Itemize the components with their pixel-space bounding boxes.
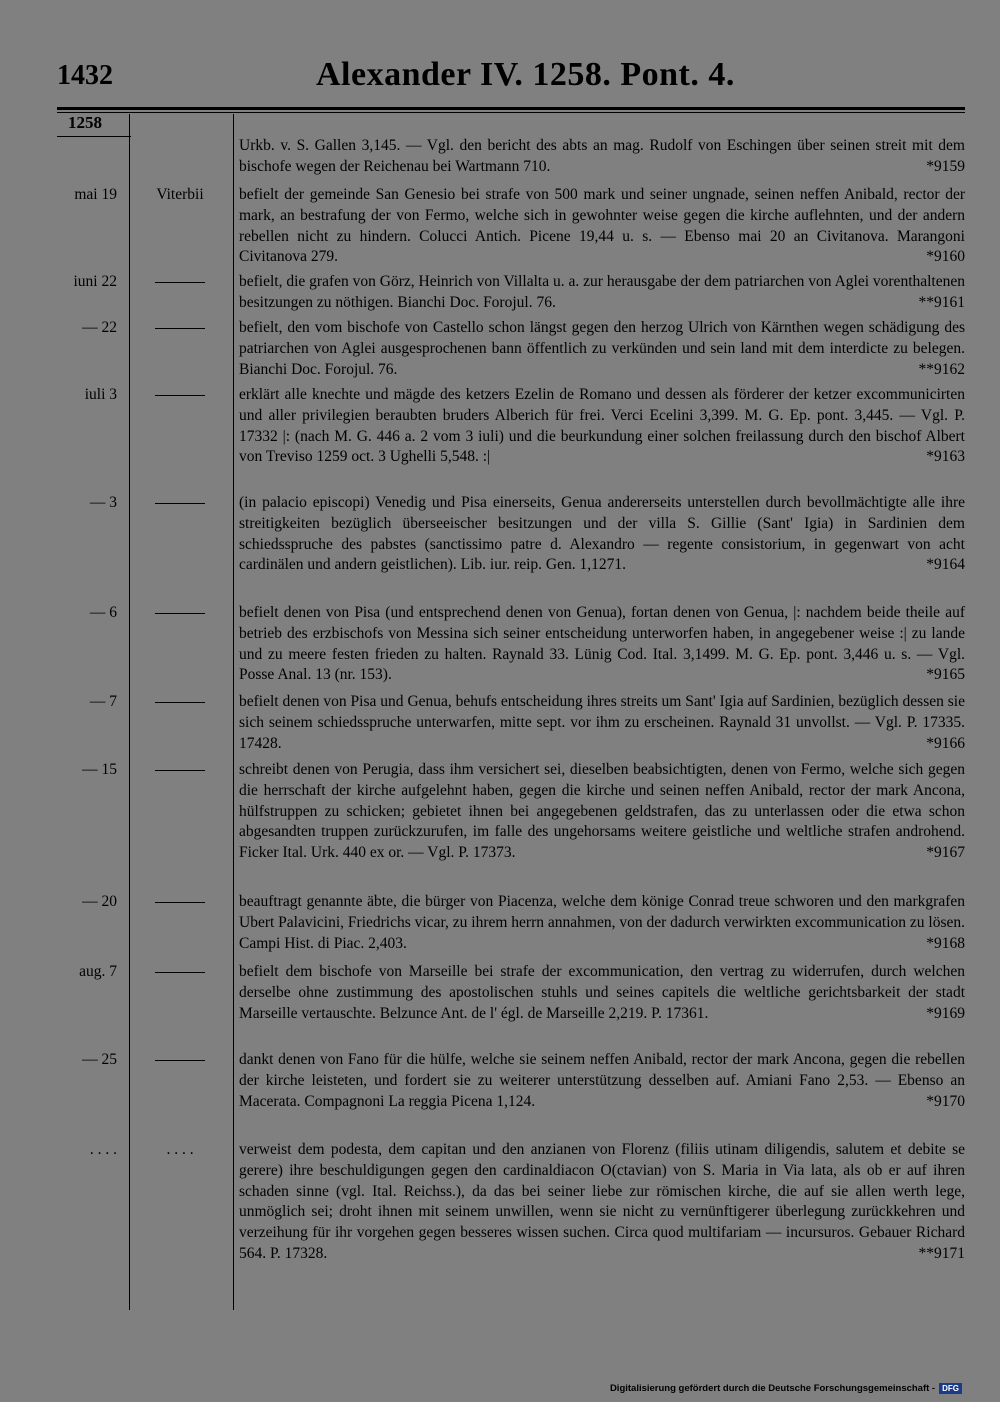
- entry-date: — 3: [89, 494, 117, 511]
- entry-text: befielt der gemeinde San Genesio bei strafe von 500 mark und seiner ungnade, seinen neffen Anibald, rector der mark, an bestrafung der von Fermo, welche sich in gewohnter weise gegen die kirche auflehnten, und der andern rebellen nicht zu hindern. Colucci Antich. Picene 19,44 u. s. — Ebenso mai 20 an Civitanova. Marangoni Civitanova 279.: [239, 186, 965, 266]
- entry-place-dash: [155, 613, 205, 614]
- entry-date: aug. 7: [79, 963, 117, 980]
- entry-place-dash: [155, 282, 205, 283]
- entry-text: verweist dem podesta, dem capitan und den anzianen von Florenz (filiis utinam diligendis, salutem et debite se gerere) ihre beschuldigungen gegen den cardinaldiacon O(ctavian) von S. Maria in Via lata, als ob er auf ihren schaden sinne (vgl. Ital. Reichss.), da das bei seiner liebe zur römischen kirche, die auf sie allen werth lege, unmöglich sei; droht ihnen mit seinem unwillen, wenn sie nicht zu vernünftigerer überlegung zurückkehren und verzeihung für ihr vorgehen gegen besseres wissen suchen. Circa quod multifariam — incursuros. Gebauer Richard 564. P. 17328.: [239, 1141, 965, 1262]
- year-heading: 1258: [68, 113, 102, 132]
- entry-text-block: [239, 318, 965, 380]
- entry-text: befielt denen von Pisa und Genua, behufs entscheidung ihres streits um Sant' Igia auf Sardinien, bezüglich dessen sie sich seinem schiedsspruche unterwarfen, mitte sept. vor ihm zu erscheinen. Raynald 31 unvollst. — Vgl. P. 17335. 17428.: [239, 693, 965, 752]
- entry-date: iuli 3: [84, 386, 117, 403]
- entry-text: beauftragt genannte äbte, die bürger von Piacenza, welche dem könige Conrad treue schworen und den markgrafen Ubert Palavicini, Friedrichs vicar, zu ihrem herrn annahmen, von der dadurch verwirkten excommunication zu lösen. Campi Hist. di Piac. 2,403.: [239, 893, 965, 952]
- entry-text: befielt, den vom bischofe von Castello schon längst gegen den herzog Ulrich von Kärnthen wegen schädigung des patriarchen von Aglei ausgesprochenen bann öffentlich zu verkünden und sein land mit dem interdicte zu belegen. Bianchi Doc. Forojul. 76.: [239, 319, 965, 378]
- column-rule-place: [233, 114, 234, 1310]
- entry-text-block: [239, 272, 965, 314]
- entry-text-block: [239, 603, 965, 686]
- entry-date: — 6: [89, 604, 117, 621]
- entry-date: — 15: [82, 761, 117, 778]
- entry-text: dankt denen von Fano für die hülfe, welche sie seinem neffen Anibald, rector der mark Ancona, gegen die rebellen der kirche leisteten, und fordert sie zu weiterer unterstützung desselben auf. Amiani Fano 2,53. — Ebenso an Macerata. Compagnoni La reggia Picena 1,124.: [239, 1051, 965, 1110]
- entry-number: *9160: [926, 248, 965, 266]
- header-rule-thin: [57, 112, 965, 113]
- entry-text-block: [239, 1050, 965, 1112]
- entry-text-block: [239, 185, 965, 268]
- entry-text-block: [239, 760, 965, 864]
- entry-number: *9159: [926, 157, 965, 175]
- entry-text: erklärt alle knechte und mägde des ketzers Ezelin de Romano und dessen als förderer der ketzer excommunicirten und aller privilegien beraubten bruders Alberich für frei. Verci Ecelini 3,399. M. G. Ep. pont. 3,445. — Vgl. P. 17332 |: (nach M. G. 446 a. 2 vom 3 iuli) und die beurkundung einer solchen freilassung durch den bischof Albert von Treviso 1259 oct. 3 Ughelli 5,548. :|: [239, 386, 965, 466]
- entry-number: **9161: [918, 293, 965, 311]
- entry-place-dash: [155, 1060, 205, 1061]
- entry-number: *9166: [926, 734, 965, 752]
- entry-place-dash: [155, 770, 205, 771]
- entry-number: *9169: [926, 1004, 965, 1022]
- page-number: 1432: [57, 60, 113, 91]
- entry-date: mai 19: [74, 186, 117, 203]
- entry-number: *9164: [926, 556, 965, 574]
- footer-text: Digitalisierung gefördert durch die Deutsche Forschungsgemeinschaft -: [609, 1383, 936, 1395]
- entry-text: befielt, die grafen von Görz, Heinrich von Villalta u. a. zur herausgabe der dem patriarchen von Aglei vorenthaltenen besitzungen zu nöthigen. Bianchi Doc. Forojul. 76.: [239, 273, 965, 311]
- entry-place-dash: [155, 972, 205, 973]
- entry-place-dash: [155, 328, 205, 329]
- dfg-logo-icon: DFG: [939, 1383, 962, 1394]
- entry-text: schreibt denen von Perugia, dass ihm versichert sei, dieselben beabsichtigten, denen von Fermo, welche sich gegen die herrschaft der kirche aufgelehnt haben, gegen die kirche und seinen neffen Anibald, rector der mark Ancona, hülfstruppen zu schicken; gebietet ihnen bei angegebenen geldstrafen, das zu unterlassen oder die etwa schon abgesandten truppen zurückzurufen, im falle des ungehorsams weitere geistliche und weltliche strafen androhend. Ficker Ital. Urk. 440 ex or. — Vgl. P. 17373.: [239, 761, 965, 862]
- entry-date: — 7: [89, 693, 117, 710]
- entry-number: *9167: [926, 844, 965, 862]
- entry-number: **9171: [918, 1244, 965, 1262]
- entry-text: Urkb. v. S. Gallen 3,145. — Vgl. den bericht des abts an mag. Rudolf von Eschingen über seinen streit mit dem bischofe wegen der Reichenau bei Wartmann 710.: [239, 137, 965, 175]
- entry-place-dash: [155, 902, 205, 903]
- header-rule-thick: [57, 107, 965, 110]
- entry-number: *9170: [926, 1092, 965, 1110]
- entry-text: befielt denen von Pisa (und entsprechend denen von Genua), fortan denen von Genua, |: nachdem beide theile auf betrieb des erzbischofs von Messina sich seiner entscheidung unterworfen haben, in angegebener weise :| zu lande und zu meere festen frieden zu halten. Raynald 33. Lünig Cod. Ital. 3,1499. M. G. Ep. pont. 3,446 u. s. — Vgl. Posse Anal. 13 (nr. 153).: [239, 604, 965, 684]
- running-title: Alexander IV. 1258. Pont. 4.: [316, 56, 735, 93]
- column-rule-date: [129, 114, 130, 1310]
- entry-number: *9165: [926, 666, 965, 684]
- entry-date: . . . .: [89, 1141, 117, 1158]
- entry-number: **9162: [918, 360, 965, 378]
- year-underline: [57, 136, 131, 137]
- entry-text-block: [239, 892, 965, 954]
- entry-text-block: [239, 962, 965, 1024]
- entry-text-block: [239, 136, 965, 178]
- entry-date: — 20: [82, 893, 117, 910]
- entry-number: *9168: [926, 934, 965, 952]
- entry-text-block: [239, 1140, 965, 1265]
- entry-place-dash: [155, 395, 205, 396]
- entry-place-dash: [155, 503, 205, 504]
- entry-place-dash: [155, 702, 205, 703]
- entry-text: (in palacio episcopi) Venedig und Pisa einerseits, Genua andererseits unterstellen durch bevollmächtigte alle ihre streitigkeiten bezüglich überseeischer besitzungen und der villa S. Gillie (Sant' Igia) in Sardinien dem schiedsspruche des pabstes (sanctissimo patre d. Alexandro — regente consistorium, in gegenwart von acht cardinälen und andern geistlichen). Lib. iur. reip. Gen. 1,1271.: [239, 494, 965, 574]
- entry-number: *9163: [926, 448, 965, 466]
- entry-place: Viterbii: [156, 186, 204, 203]
- entry-date: — 25: [82, 1051, 117, 1068]
- entry-text-block: [239, 385, 965, 468]
- entry-text-block: [239, 493, 965, 576]
- entry-text-block: [239, 692, 965, 754]
- entry-text: befielt dem bischofe von Marseille bei strafe der excommunication, den vertrag zu widerrufen, durch welchen derselbe ohne zustimmung des apostolischen stuhls und seines capitels die weltliche gerichtsbarkeit der stadt Marseille vertauschte. Belzunce Ant. de l' égl. de Marseille 2,219. P. 17361.: [239, 963, 965, 1022]
- entry-date: iuni 22: [73, 273, 117, 290]
- digitization-footer: [610, 1383, 962, 1394]
- entry-place: . . . .: [166, 1141, 194, 1158]
- entry-date: — 22: [82, 319, 117, 336]
